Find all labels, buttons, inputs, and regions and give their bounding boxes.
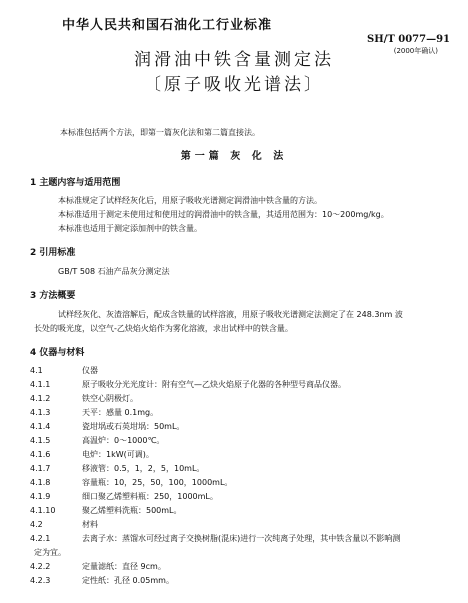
item-number: 4.1.3 [30, 408, 51, 417]
item-number: 4.2 [30, 520, 43, 529]
item-text: 去离子水：蒸馏水可经过离子交换树脂(混床)进行一次纯离子处理，其中铁含量以不影响测 [82, 534, 401, 543]
item-text: 仪器 [82, 366, 98, 375]
list-item [30, 491, 218, 502]
item-number: 4.1.6 [30, 450, 51, 459]
item-text: 天平：感量 0.1mg。 [82, 408, 159, 417]
section-heading: 3 方法概要 [30, 291, 76, 301]
item-number: 4.1.10 [30, 506, 56, 515]
item-text: 聚乙烯塑料洗瓶：500mL。 [82, 506, 182, 515]
list-item [30, 379, 346, 390]
item-number: 4.1.2 [30, 394, 51, 403]
section-heading: 4 仪器与材料 [30, 348, 85, 358]
item-number: 4.1.5 [30, 436, 51, 445]
list-item [30, 449, 154, 460]
list-item [30, 393, 138, 404]
item-text: 移液管：0.5，1，2，5，10mL。 [82, 464, 205, 473]
intro-paragraph: 本标准包括两个方法，即第一篇灰化法和第二篇直接法。 [60, 128, 260, 137]
item-number: 4.2.2 [30, 562, 51, 571]
item-text: 材料 [82, 520, 98, 529]
paragraph-line: 本标准也适用于测定添加剂中的铁含量。 [58, 224, 202, 233]
paragraph-line: 定为宜。 [34, 548, 66, 557]
list-item [30, 435, 164, 446]
item-text: 细口聚乙烯塑料瓶：250，1000mL。 [82, 492, 218, 501]
item-number: 4.1.9 [30, 492, 51, 501]
item-text: 电炉：1kW(可调)。 [82, 450, 154, 459]
document-subtitle: 〔原子吸收光谱法〕 [144, 75, 324, 95]
item-text: 铁空心阴极灯。 [82, 394, 138, 403]
list-item [30, 561, 166, 572]
list-item [30, 533, 400, 544]
paragraph-line: 本标准规定了试样经灰化后，用原子吸收光谱测定润滑油中铁含量的方法。 [58, 196, 322, 205]
section-heading: 1 主题内容与适用范围 [30, 178, 121, 188]
item-number: 4.1.1 [30, 380, 51, 389]
list-item [30, 365, 98, 376]
item-text: 瓷坩埚或石英坩埚：50mL。 [82, 422, 185, 431]
paragraph-line: GB/T 508 石油产品灰分测定法 [58, 267, 170, 276]
standard-note: (2000年确认) [393, 47, 438, 55]
list-item [30, 407, 158, 418]
item-text: 容量瓶：10，25，50，100，1000mL。 [82, 478, 233, 487]
list-item [30, 463, 204, 474]
list-item [30, 505, 182, 516]
paragraph-line: 试样经灰化、灰渣溶解后，配成含铁量的试样溶液，用原子吸收光谱测定法测定了在 248.3nm 波 [58, 310, 403, 319]
list-item [30, 575, 174, 586]
document-title: 润滑油中铁含量测定法 [134, 50, 334, 70]
item-text: 高温炉：0～1000℃。 [82, 436, 165, 445]
item-text: 定量滤纸：直径 9cm。 [82, 562, 166, 571]
item-number: 4.1.4 [30, 422, 51, 431]
paragraph-line: 长处的吸光度，以空气-乙炔焰火焰作为雾化溶液，求出试样中的铁含量。 [34, 324, 293, 333]
item-number: 4.1 [30, 366, 43, 375]
item-number: 4.1.7 [30, 464, 51, 473]
item-number: 4.1.8 [30, 478, 51, 487]
item-text: 原子吸收分光光度计：附有空气—乙炔火焰原子化器的各种型号商品仪器。 [82, 380, 346, 389]
section-heading: 2 引用标准 [30, 248, 76, 258]
item-number: 4.2.3 [30, 576, 51, 585]
paragraph-line: 本标准适用于测定未使用过和使用过的润滑油中的铁含量，其适用范围为：10～200mg/kg。 [58, 210, 389, 219]
organization-header: 中华人民共和国石油化工行业标准 [62, 18, 273, 33]
item-text: 定性纸：孔径 0.05mm。 [82, 576, 174, 585]
item-number: 4.2.1 [30, 534, 51, 543]
part-title: 第一篇 灰 化 法 [180, 151, 288, 162]
list-item [30, 519, 98, 530]
list-item [30, 421, 184, 432]
standard-code: SH/T 0077—91 [367, 34, 450, 45]
list-item [30, 477, 232, 488]
